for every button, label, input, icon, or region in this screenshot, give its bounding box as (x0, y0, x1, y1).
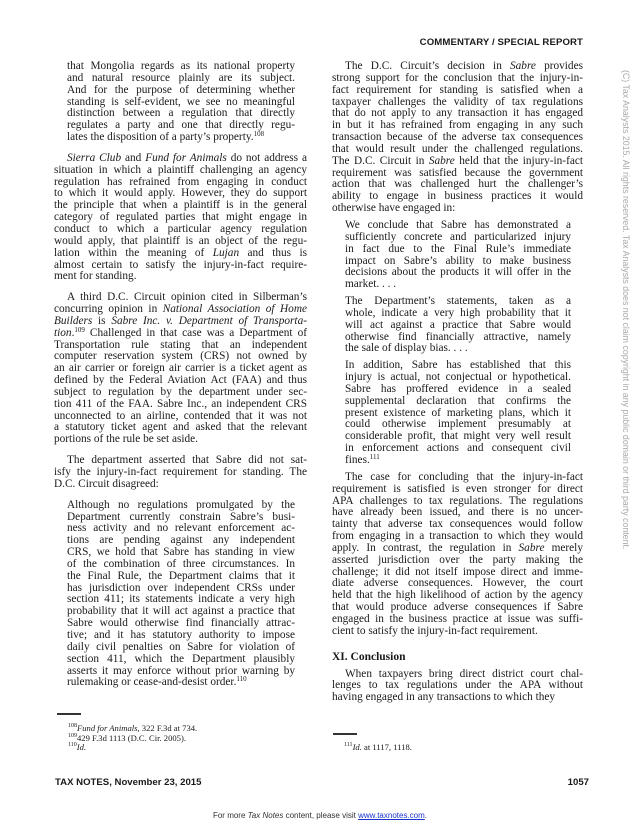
text-run: tainty that adverse tax consequences would follow (332, 518, 583, 531)
text-line (332, 652, 583, 664)
footnote-marker: 108 (68, 723, 77, 729)
text-run: and (121, 151, 146, 164)
text-run: action that was challenged hurt the challenger’s (332, 178, 583, 191)
section-header: COMMENTARY / SPECIAL REPORT (419, 37, 583, 48)
text-run: the sale of display bias. . . . (345, 342, 468, 355)
paragraph (54, 292, 307, 446)
text-run: cient to satisfy the injury-in-fact requirement. (332, 624, 538, 637)
text-run: that would result under the challenged regulations. (332, 142, 583, 155)
text-line (345, 279, 571, 291)
text-run: fact requirement for standing is satisfied when a (332, 83, 583, 96)
text-run: regulation has refrained from engaging in conduct (54, 175, 307, 188)
text-run: And for the purpose of determining whether (67, 83, 295, 96)
text-run: . (71, 326, 75, 339)
text-line (54, 434, 307, 446)
text-run: The Department’s statements, taken as a (345, 295, 571, 308)
paragraph (332, 61, 583, 215)
text-run: probability that it will act against a practice that (67, 605, 295, 618)
italic-run: Sabre Inc. v. Department of Transporta- (111, 314, 307, 327)
footnote-rule-left (57, 713, 81, 715)
footnote-marker: 111 (344, 742, 353, 748)
text-run: distinction between a regulation that directly (67, 107, 295, 120)
italic-run: Id. (76, 742, 87, 752)
text-run: held that the injury-in-fact (454, 154, 583, 167)
text-run: strong support for the conclusion that the injury-in- (332, 71, 583, 84)
text-run: concurring opinion in (54, 303, 163, 316)
text-run: do not address a (226, 151, 307, 164)
italic-run: Id. (352, 742, 362, 752)
text-run: The case for concluding that the injury-in-fact (345, 470, 583, 483)
notice-middle: content, please visit (283, 811, 359, 820)
footnote (344, 743, 412, 753)
text-run: subject to regulation by the department under sec- (54, 385, 307, 398)
text-run: Although no regulations promulgated by the (67, 498, 295, 511)
text-line (345, 343, 571, 355)
text-run: market. . . . (345, 278, 397, 291)
text-run: is (92, 314, 112, 327)
text-run: The department asserted that Sabre did not sat- (67, 454, 307, 467)
italic-run: Fund for Animals (77, 723, 138, 733)
footnote-marker: 108 (253, 130, 265, 139)
italic-run: Sabre (428, 154, 455, 167)
watermark-text: (C) Tax Analysts 2015. All rights reserved. Tax Analysts does not claim copyright in any public domain or third party content. (621, 70, 631, 550)
italic-run: National Association of Home (162, 303, 308, 316)
footnote-marker: 109 (68, 732, 77, 739)
text-run: APA challenges to tax regulations. The regulations (332, 494, 583, 507)
text-line (332, 692, 583, 704)
text-run: in fact due to the Final Rule’s immediate (345, 242, 571, 255)
text-run: rulemaking or cease-and-desist order. (67, 676, 237, 689)
notice-suffix: . (424, 811, 428, 820)
text-run: In addition, Sabre has established that this (345, 359, 571, 372)
text-line (332, 203, 583, 215)
italic-run: Sabre (510, 60, 536, 72)
footnote-marker: 109 (74, 325, 85, 334)
footnotes-left (68, 724, 197, 753)
text-line (345, 455, 571, 467)
text-run: A third D.C. Circuit opinion cited in Silberman’s (67, 291, 307, 304)
italic-run: Builders (54, 314, 93, 327)
text-run: the Final Rule, the Department claims that it (67, 569, 295, 582)
text-run: XI. Conclusion (332, 650, 406, 663)
footnote (68, 734, 197, 744)
more-content-notice (0, 811, 640, 820)
text-run: section 411; its statements indicate a very high (67, 593, 295, 606)
text-run: otherwise have engaged in: (332, 202, 456, 215)
text-run: provides (535, 60, 583, 72)
text-run: The D.C. Circuit’s decision in (345, 60, 510, 72)
block-quote (67, 500, 295, 690)
text-run: a statutory ticket agent and asked that the relevant (54, 421, 307, 434)
text-line (67, 132, 295, 144)
text-run: The D.C. Circuit in (332, 154, 429, 167)
text-run: requirement is satisfied is even stronger for direct (332, 482, 583, 495)
text-run: Transportation rule stating that an independent (54, 338, 307, 351)
text-run: apply. In contrast, the regulation in (332, 541, 519, 554)
text-run: unconnected to an airline, contended that it was not (54, 409, 307, 422)
text-run: will act against a practice that Sabre would (345, 318, 571, 331)
left-column (54, 61, 307, 698)
text-line (67, 677, 295, 689)
paragraph (332, 669, 583, 705)
block-quote (67, 61, 295, 144)
text-run: otherwise find financially attractive, namely (345, 330, 571, 343)
section-heading (332, 652, 583, 664)
text-run: ment for standing. (54, 270, 137, 283)
text-run: CRS, we hold that Sabre has standing in view (67, 546, 295, 559)
text-run: isfy the injury-in-fact requirement for standing. The (54, 466, 307, 478)
text-run: has jurisdiction over independent CRSs under (67, 581, 295, 594)
paragraph (54, 455, 307, 491)
text-run: lenges to tax regulations under the APA without (332, 679, 583, 692)
text-run: When taxpayers bring direct district court chal- (345, 667, 583, 680)
text-run: portions of the rule be set aside. (54, 433, 198, 446)
text-run: asserted jurisdiction over the party making the (332, 553, 583, 566)
text-run: , 322 F.3d at 734. (137, 723, 198, 733)
text-run: to which it would apply. However, they do support (54, 187, 307, 200)
text-run: conduct to which a particular agency regulation (54, 222, 307, 235)
footnote-marker: 111 (369, 453, 380, 461)
text-run: sufficiently concrete and particularized injury (345, 230, 571, 243)
text-line (54, 271, 307, 283)
text-run: Challenged in that case was a Department of (84, 326, 307, 339)
text-run: ability to engage in business practices it would (332, 190, 583, 203)
text-run: tions are pending against any independent (67, 534, 295, 547)
paragraph (54, 153, 307, 283)
text-run: in but it has refrained from engaging in any such (332, 119, 583, 132)
text-run: daily civil penalties on Sabre for violation of (67, 640, 295, 653)
text-run: fines. (345, 454, 370, 466)
text-run: engaged in the business practice at issue was suffi- (332, 612, 583, 625)
italic-run: Sabre (518, 541, 545, 554)
text-run: almost certain to satisfy the injury-in-fact require- (54, 258, 307, 271)
footnote-marker: 110 (236, 675, 247, 684)
text-run: computer reservation system (CRS) not owned by (54, 350, 307, 363)
text-run: Department currently constrain Sabre’s busi- (67, 510, 295, 523)
text-run: tion 411 of the FAA. Sabre Inc., an independent CRS (54, 397, 307, 410)
text-run: impact on Sabre’s ability to make business (345, 254, 571, 267)
text-run: that Mongolia regards as its national property (67, 60, 295, 72)
text-run: considerable profit, that might very well result (345, 430, 571, 443)
text-run: from engaging in a transaction to which they would (332, 530, 583, 543)
footnote (68, 743, 197, 753)
text-run: lation within the meaning of (54, 246, 213, 259)
text-run: would apply, that plaintiff is an object of the regu- (54, 234, 307, 247)
italic-run: tion (54, 326, 72, 339)
right-column (332, 61, 583, 709)
text-run: 429 F.3d 1113 (D.C. Cir. 2005). (77, 732, 186, 743)
text-run: category of regulated parties that might engage in (54, 211, 307, 224)
text-run: Sabre would otherwise find financially attrac- (67, 617, 295, 630)
text-run: in enforcement actions and consequent civil (345, 442, 571, 455)
text-run: section 411, which the Department plausibly (67, 652, 295, 665)
text-run: challenge; it did not itself impose direct and imme- (332, 565, 583, 578)
text-run: taxpayer challenges the validity of tax regulations (332, 95, 583, 108)
block-quote (345, 220, 571, 291)
text-run: defined by the Federal Aviation Act (FAA) and thus (54, 374, 307, 387)
text-run: diate adverse consequences. However, the court (332, 577, 583, 590)
text-run: of the combination of three circumstances. In (67, 557, 295, 570)
copyright-watermark (619, 70, 631, 550)
text-run: D.C. Circuit disagreed: (54, 477, 159, 490)
text-run: an air carrier or foreign air carrier is a ticket agent as (54, 362, 307, 375)
footnotes-right (344, 743, 412, 753)
text-run: that would produce adverse consequences if Sabre (332, 601, 583, 614)
text-run: ness activity and no relevant enforcement ac- (67, 522, 295, 535)
text-run: whole, indicate a very high probability that it (345, 306, 571, 319)
text-line (54, 479, 307, 491)
notice-italic: Tax Notes (247, 811, 284, 820)
text-run: have already been issued, and there is no uncer- (332, 506, 583, 519)
block-quote (345, 360, 571, 467)
taxnotes-link[interactable]: www.taxnotes.com (358, 811, 425, 820)
text-run: supplemental declaration that confirms the (345, 394, 571, 407)
footer-publication: TAX NOTES, November 23, 2015 (55, 777, 202, 788)
text-run: standing is self-evident, we see no meaningful (67, 95, 295, 108)
text-run: We conclude that Sabre has demonstrated a (345, 218, 571, 231)
text-run: and thus is (239, 246, 307, 259)
text-run: present existence of marketing plans, which it (345, 406, 571, 419)
text-run: merely (544, 541, 583, 554)
text-run: requirement was satisfied because the government (332, 166, 583, 179)
text-run: injury is actual, not conjectual or hypothetical. (345, 371, 571, 384)
italic-run: Fund for Animals (145, 151, 227, 164)
footnote-marker: 110 (68, 742, 77, 748)
italic-run: Lujan (212, 246, 240, 259)
text-run: Sabre has proffered evidence in a sealed (345, 382, 571, 395)
text-run: at 1117, 1118. (361, 742, 412, 752)
text-run: that do not apply to any transaction it has engaged (332, 107, 583, 120)
text-run: having engaged in any transactions to which they (332, 691, 556, 704)
text-run: and natural resource plainly are its subject. (67, 71, 295, 84)
text-run: asserts it may enforce without prior warning by (67, 664, 295, 677)
italic-run: Sierra Club (67, 151, 122, 164)
text-line (332, 626, 583, 638)
text-run: decisions about the products it will offer in the (345, 266, 571, 279)
text-run: situation in which a plaintiff challenging an agency (54, 163, 307, 176)
paragraph (332, 472, 583, 638)
notice-prefix: For more (212, 811, 248, 820)
text-run: lates the disposition of a party’s property. (67, 131, 254, 144)
block-quote (345, 296, 571, 355)
page-number: 1057 (567, 777, 589, 788)
text-run: transaction because of the adverse tax consequences (332, 131, 583, 144)
text-run: tive; and it has statutory authority to impose (67, 628, 295, 641)
text-run: regulates a party and one that directly regu- (67, 119, 295, 132)
footnote-rule-right (333, 733, 357, 735)
text-run: the principle that when a plaintiff is in the general (54, 199, 307, 212)
text-run: held that the high likelihood of action by the agency (332, 589, 583, 602)
text-run: could otherwise implement presumably at (345, 418, 571, 431)
